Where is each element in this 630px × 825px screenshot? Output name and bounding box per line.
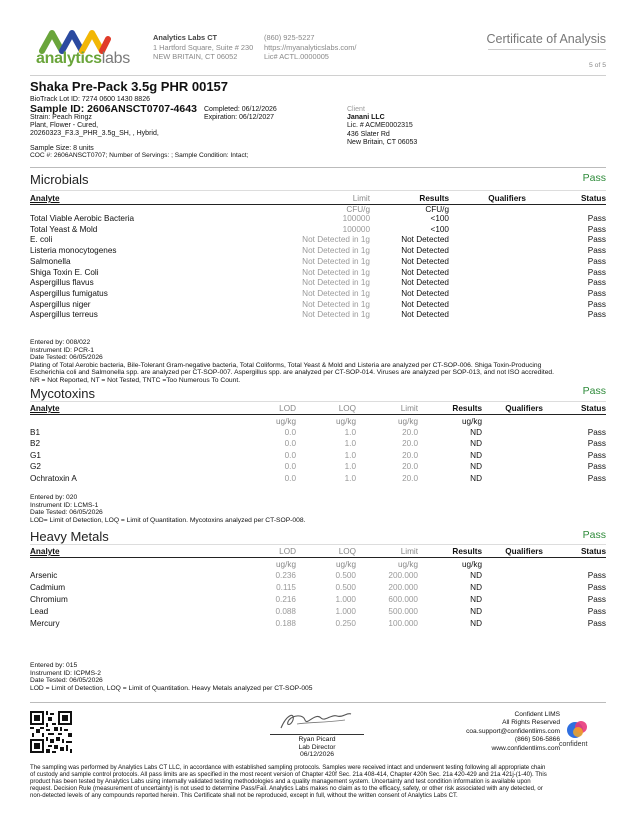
limit: Not Detected in 1g — [302, 310, 370, 320]
result: ND — [470, 462, 482, 472]
page-number: 5 of 5 — [588, 62, 606, 69]
unit-limit: CFU/g — [346, 205, 370, 214]
lod: 0.088 — [275, 607, 296, 616]
lod: 0.115 — [276, 583, 296, 592]
disclaimer-line: product has been tested by Analytics Labs using internally validated testing methodologies and a quality management system. Uncertainty and test condition information is available upon — [30, 777, 531, 785]
result: Not Detected — [401, 256, 449, 266]
table-row — [30, 595, 606, 606]
loq: 1.0 — [344, 439, 356, 449]
unit-loq: ug/kg — [335, 560, 356, 569]
analyte: G1 — [30, 450, 41, 460]
loq: 0.250 — [335, 619, 356, 628]
note: NR = Not Reported, NT = Not Tested, TNTC =Too Numerous To Count. — [30, 376, 241, 384]
limit: Not Detected in 1g — [302, 267, 370, 277]
status: Pass — [587, 462, 606, 472]
microbials-title-divider — [30, 190, 606, 191]
disclaimer-line: non-detected levels of any compounds reported herein. This Certificate shall not be reproduced, except in full, without the written consent of Analytics Labs CT. — [30, 791, 458, 799]
table-row — [30, 225, 606, 236]
limit: 600.000 — [388, 595, 418, 604]
unit-results: ug/kg — [461, 560, 482, 569]
unit-results: CFU/g — [425, 205, 449, 214]
result: ND — [470, 450, 482, 460]
dates — [204, 106, 277, 122]
limit: Not Detected in 1g — [302, 246, 370, 256]
status: Pass — [587, 473, 606, 483]
col-results: Results — [452, 404, 482, 413]
result: Not Detected — [401, 278, 449, 288]
microbials-header-rule — [30, 204, 606, 205]
note: Entered by: 008/022 — [30, 339, 91, 346]
signature-icon — [275, 706, 355, 734]
lot-id: BioTrack Lot ID: 7274 0600 1430 8826 — [30, 96, 150, 103]
col-qualifiers: Qualifiers — [505, 547, 543, 556]
result: <100 — [430, 214, 449, 223]
unit-lod: ug/kg — [275, 417, 296, 426]
status: Pass — [587, 288, 606, 298]
table-row — [30, 257, 606, 268]
sample-size: Sample Size: 8 units — [30, 145, 94, 152]
mycotoxins-notes — [30, 494, 305, 524]
note: Date Tested: 06/05/2026 — [30, 509, 103, 517]
result: Not Detected — [401, 310, 449, 320]
table-row — [30, 246, 606, 257]
analyte: Aspergillus flavus — [30, 278, 94, 288]
mycotoxins-status: Pass — [582, 385, 606, 397]
result: ND — [470, 473, 482, 483]
unit-loq: ug/kg — [335, 417, 356, 426]
limit: Not Detected in 1g — [302, 278, 370, 288]
note: Instrument ID: ICPMS-2 — [30, 669, 101, 677]
result: ND — [470, 571, 482, 580]
table-row — [30, 583, 606, 594]
signer-name: Ryan Picard — [298, 736, 336, 743]
lab-contact — [264, 33, 356, 62]
result: ND — [470, 595, 482, 604]
confident-line: All Rights Reserved — [502, 719, 560, 727]
confident-email[interactable]: coa.support@confidentlims.com — [466, 727, 560, 735]
col-qualifiers: Qualifiers — [505, 404, 543, 413]
limit: 20.0 — [402, 473, 418, 483]
result: <100 — [430, 224, 449, 234]
mycotoxins-table — [30, 404, 606, 489]
client-street: 436 Slater Rd — [347, 130, 390, 138]
limit: 200.000 — [388, 583, 418, 592]
status: Pass — [587, 310, 606, 320]
lab-address-1: 1 Hartford Square, Suite # 230 — [153, 42, 254, 52]
limit: 20.0 — [402, 450, 418, 460]
result: ND — [470, 428, 482, 437]
result: Not Detected — [401, 267, 449, 277]
logo-wordmark — [36, 50, 130, 68]
disclaimer-line: The sampling was performed by Analytics Labs CT LLC, in accordance with established sampling protocols. Samples were received intact and underwent testing following all appropriate chain — [30, 764, 546, 771]
col-lod: LOD — [279, 547, 296, 556]
confident-line: Confident LIMS — [514, 711, 560, 718]
lod: 0.0 — [284, 428, 296, 437]
col-limit: Limit — [400, 547, 418, 556]
loq: 0.500 — [335, 583, 356, 592]
signature-block — [270, 736, 364, 759]
result: Not Detected — [401, 299, 449, 309]
unit-results: ug/kg — [461, 417, 482, 426]
result: ND — [470, 583, 482, 592]
table-row — [30, 278, 606, 289]
note: Escherichia coli and Salmonella spp. are analyzed per CT-SOP-007. Aspergillus spp. are analyzed per CT-SOP-014. Viruses are analyzed per SOP-013, and not ISO accredited. — [30, 369, 555, 377]
table-row — [30, 571, 606, 582]
note: LOD= Limit of Detection, LOQ = Limit of Quantitation. Mycotoxins analyzed per CT-SOP-008. — [30, 516, 306, 524]
status: Pass — [587, 278, 606, 288]
disclaimer-line: of custody and sample control protocols. All pass limits are as specified in the most recent version of Chapter 420f Sec. 21a 408-414, Chapter 420h Sec. 21a 420-429 and 21a 421j-(1-40). This — [30, 770, 547, 778]
unit-lod: ug/kg — [275, 560, 296, 569]
col-limit: Limit — [400, 404, 418, 413]
status: Pass — [587, 214, 606, 223]
lab-license: Lic# ACTL.0000005 — [264, 52, 329, 62]
confident-phone: (866) 506-5866 — [514, 736, 560, 744]
header-divider — [30, 75, 606, 76]
note: Date Tested: 06/05/2026 — [30, 354, 103, 362]
result: ND — [470, 607, 482, 616]
lod: 0.216 — [275, 595, 296, 604]
analyte: Aspergillus fumigatus — [30, 288, 108, 298]
table-row — [30, 439, 606, 450]
client-name: Janani LLC — [347, 114, 385, 122]
lod: 0.188 — [275, 619, 296, 628]
loq: 1.0 — [344, 428, 356, 437]
status: Pass — [587, 256, 606, 266]
analyte: Shiga Toxin E. Coli — [30, 267, 99, 277]
status: Pass — [587, 235, 606, 245]
heavy-metals-title-divider — [30, 544, 606, 545]
col-analyte: Analyte — [30, 547, 60, 556]
analyte: Chromium — [30, 595, 68, 604]
mycotoxins-title-divider — [30, 401, 606, 402]
limit: 20.0 — [402, 462, 418, 472]
signature-line — [270, 734, 364, 735]
result: Not Detected — [401, 246, 449, 256]
signer-title: Lab Director — [298, 743, 336, 751]
loq: 1.0 — [344, 473, 356, 483]
client-label: Client — [347, 106, 365, 113]
result: Not Detected — [401, 235, 449, 245]
table-row — [30, 474, 606, 485]
analyte: Cadmium — [30, 583, 66, 592]
result: Not Detected — [401, 288, 449, 298]
loq: 1.0 — [344, 450, 356, 460]
table-row — [30, 428, 606, 439]
table-row — [30, 462, 606, 473]
analyte: Total Viable Aerobic Bacteria — [30, 214, 135, 223]
lod: 0.0 — [284, 473, 296, 483]
table-row — [30, 235, 606, 246]
status: Pass — [587, 450, 606, 460]
client-city: New Britain, CT 06053 — [347, 138, 418, 146]
status: Pass — [587, 267, 606, 277]
limit: 500.000 — [388, 607, 418, 616]
confident-logo-icon — [565, 718, 589, 740]
microbials-table — [30, 194, 606, 324]
heavy-metals-header-rule — [30, 557, 606, 558]
status: Pass — [587, 224, 606, 234]
limit: Not Detected in 1g — [302, 299, 370, 309]
limit: Not Detected in 1g — [302, 256, 370, 266]
footer-divider — [30, 702, 606, 703]
lod: 0.0 — [284, 462, 296, 472]
table-row — [30, 214, 606, 225]
col-lod: LOD — [279, 404, 296, 413]
result: ND — [470, 619, 482, 628]
status: Pass — [587, 439, 606, 449]
mycotoxins-title: Mycotoxins — [30, 386, 96, 401]
lab-phone: (860) 925-5227 — [264, 33, 315, 42]
col-analyte: Analyte — [30, 194, 60, 203]
note: Plating of Total Aerobic bacteria, Bile-Tolerant Gram-negative bacteria, Total Coliforms, Total Yeast & Mold and Listeria are analyzed per CT-SOP-006. Shiga Toxin-Producing — [30, 361, 542, 369]
col-loq: LOQ — [338, 404, 356, 413]
lod: 0.0 — [284, 439, 296, 449]
status: Pass — [587, 428, 606, 437]
header — [0, 0, 630, 74]
col-limit: Limit — [352, 194, 370, 203]
lod: 0.236 — [275, 571, 296, 580]
loq: 1.000 — [335, 595, 356, 604]
matrix: Plant, Flower - Cured, — [30, 122, 99, 130]
status: Pass — [587, 619, 606, 628]
limit: 20.0 — [402, 439, 418, 449]
heavy-metals-table — [30, 547, 606, 635]
completed-date: Completed: 06/12/2026 — [204, 106, 277, 113]
client-block — [347, 106, 417, 147]
microbials-status: Pass — [582, 172, 606, 184]
batch: 20260323_F3.3_PHR_3.5g_SH, , Hybrid, — [30, 130, 159, 138]
analyte: Lead — [30, 607, 49, 616]
disclaimer-line: request. Decision Rule (measurement of uncertainty) is not used to determine Pass/Fail. Analytics Labs makes no claim as to the efficacy, safety, or other risk associated with any detected, or — [30, 784, 543, 792]
heavy-metals-notes — [30, 662, 313, 692]
signature-date: 06/12/2026 — [299, 751, 335, 759]
analyte: Ochratoxin A — [30, 473, 77, 483]
lab-website[interactable]: https://myanalyticslabs.com/ — [264, 42, 357, 52]
heavy-metals-status: Pass — [582, 529, 606, 541]
sample-id: Sample ID: 2606ANSCT0707-4643 — [30, 103, 197, 115]
microbials-title: Microbials — [30, 172, 89, 187]
note: Entered by: 015 — [30, 662, 78, 669]
table-row — [30, 619, 606, 630]
note: LOD = Limit of Detection, LOQ = Limit of Quantitation. Heavy Metals analyzed per CT-SOP-005 — [30, 684, 313, 692]
col-status: Status — [580, 547, 606, 556]
confident-website[interactable]: www.confidentlims.com — [491, 744, 560, 752]
product-name: Shaka Pre-Pack 3.5g PHR 00157 — [30, 79, 229, 94]
col-results: Results — [419, 194, 449, 203]
lab-address-2: NEW BRITAIN, CT 06052 — [153, 52, 238, 62]
note: Entered by: 020 — [30, 494, 78, 501]
lab-info — [153, 33, 253, 62]
logo-text-labs: labs — [101, 50, 130, 67]
loq: 1.0 — [344, 462, 356, 472]
title-underline — [488, 49, 606, 50]
col-results: Results — [452, 547, 482, 556]
lab-name: Analytics Labs CT — [153, 33, 218, 42]
analyte: B1 — [30, 428, 41, 437]
status: Pass — [587, 595, 606, 604]
limit: 200.000 — [388, 571, 418, 580]
limit: 100000 — [342, 214, 370, 223]
status: Pass — [587, 607, 606, 616]
analyte: Aspergillus terreus — [30, 310, 98, 320]
note: Instrument ID: PCR-1 — [30, 346, 94, 354]
microbials-notes — [30, 339, 610, 385]
table-row — [30, 268, 606, 279]
col-loq: LOQ — [338, 547, 356, 556]
logo-text-analytics: analytics — [36, 50, 102, 67]
limit: 20.0 — [402, 428, 418, 437]
loq: 1.000 — [335, 607, 356, 616]
mycotoxins-header-rule — [30, 414, 606, 415]
col-status: Status — [580, 194, 606, 203]
strain: Strain: Peach Ringz — [30, 114, 92, 121]
status: Pass — [587, 583, 606, 592]
col-qualifiers: Qualifiers — [488, 194, 526, 203]
table-row — [30, 300, 606, 311]
expiration-date: Expiration: 06/12/2027 — [204, 114, 275, 122]
microbials-top-divider — [30, 167, 606, 168]
status: Pass — [587, 299, 606, 309]
note: Date Tested: 06/05/2026 — [30, 677, 103, 685]
col-status: Status — [580, 404, 606, 413]
table-row — [30, 607, 606, 618]
analyte: Mercury — [30, 619, 60, 628]
analyte: E. coli — [30, 235, 53, 245]
status: Pass — [587, 246, 606, 256]
confident-info — [466, 711, 560, 753]
loq: 0.500 — [335, 571, 356, 580]
result: ND — [470, 439, 482, 449]
limit: Not Detected in 1g — [302, 235, 370, 245]
analyte: G2 — [30, 462, 41, 472]
coc: COC #: 2606ANSCT0707; Number of Servings: ; Sample Condition: Intact; — [30, 152, 249, 159]
sample-details — [30, 114, 159, 139]
disclaimer — [30, 765, 608, 800]
table-row — [30, 310, 606, 321]
analyte: Total Yeast & Mold — [30, 224, 98, 234]
status: Pass — [587, 571, 606, 580]
qr-code-icon[interactable] — [30, 711, 72, 753]
analyte: Salmonella — [30, 256, 71, 266]
unit-limit: ug/kg — [397, 560, 418, 569]
table-row — [30, 289, 606, 300]
limit: Not Detected in 1g — [302, 288, 370, 298]
analyte: Arsenic — [30, 571, 58, 580]
limit: 100000 — [342, 224, 370, 234]
heavy-metals-title: Heavy Metals — [30, 529, 109, 544]
note: Instrument ID: LCMS-1 — [30, 501, 99, 509]
client-license: Lic. # ACME0002315 — [347, 122, 413, 130]
analyte: Listeria monocytogenes — [30, 246, 117, 256]
limit: 100.000 — [388, 619, 418, 628]
unit-limit: ug/kg — [397, 417, 418, 426]
col-analyte: Analyte — [30, 404, 60, 413]
analyte: Aspergillus niger — [30, 299, 91, 309]
confident-logo-text: confident — [559, 741, 588, 748]
analyte: B2 — [30, 439, 41, 449]
lod: 0.0 — [284, 450, 296, 460]
document-title: Certificate of Analysis — [486, 32, 606, 46]
table-row — [30, 451, 606, 462]
